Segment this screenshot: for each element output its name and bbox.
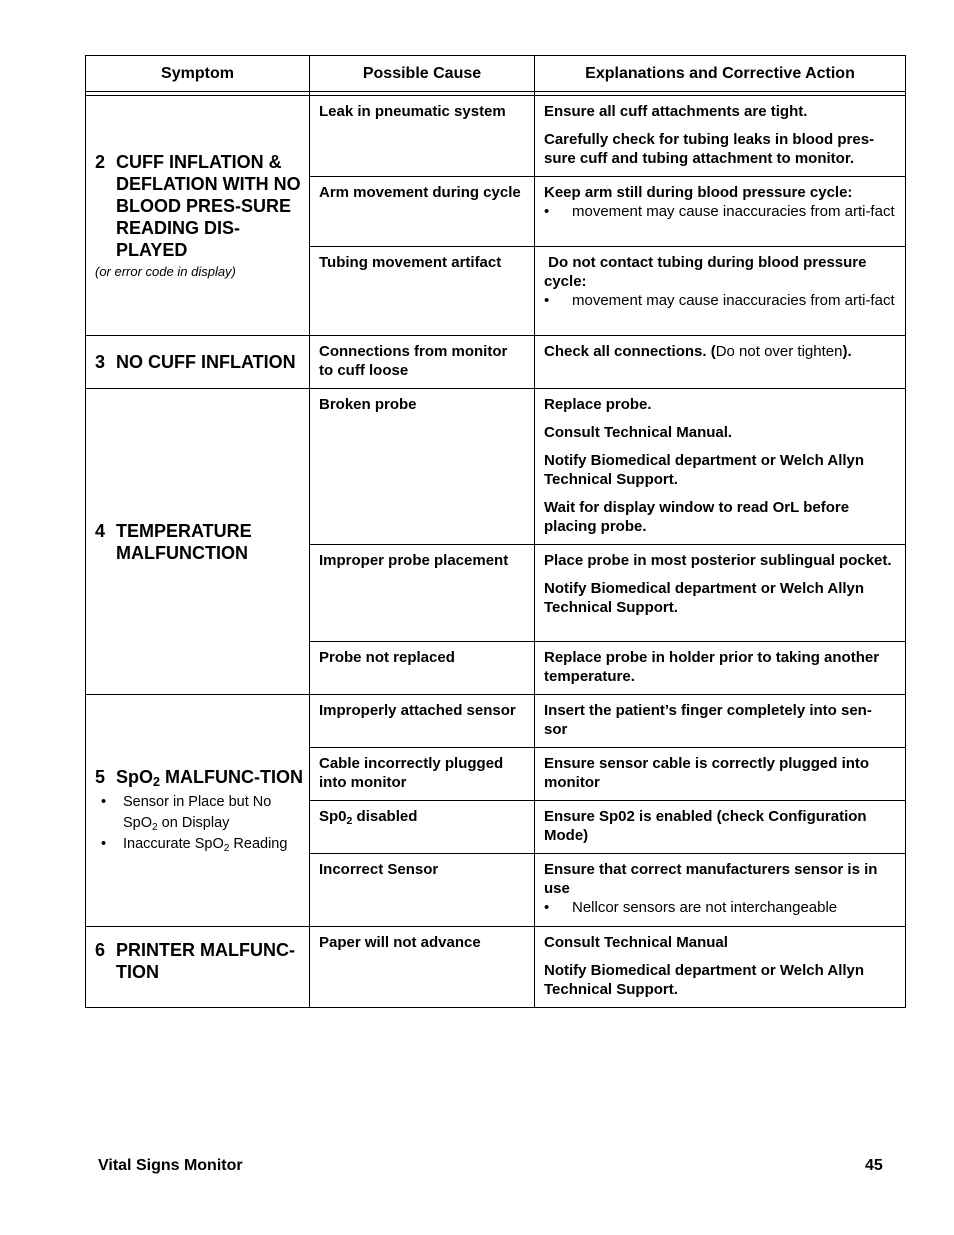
bullet-text: movement may cause inaccuracies from arti-fact bbox=[572, 203, 895, 220]
action-text: Notify Biomedical department or Welch Allyn Technical Support. bbox=[544, 452, 865, 488]
table-row bbox=[86, 695, 906, 748]
cause-cell: Arm movement during cycle bbox=[310, 177, 535, 247]
action-text: Replace probe. bbox=[544, 396, 652, 413]
cause-cell: Improper probe placement bbox=[310, 545, 535, 642]
symptom-cell bbox=[86, 389, 310, 695]
action-text: Notify Biomedical department or Welch Allyn Technical Support. bbox=[544, 962, 865, 998]
cause-cell: $Sp0_2$ disabled bbox=[310, 801, 535, 854]
action-text: Do not contact tubing during blood pressure cycle: bbox=[544, 254, 871, 290]
table-row bbox=[86, 389, 906, 545]
troubleshooting-table bbox=[85, 55, 906, 1008]
symptom-title: NO CUFF INFLATION bbox=[116, 352, 296, 372]
bullet-text: movement may cause inaccuracies from arti-fact bbox=[572, 292, 895, 309]
action-cell bbox=[535, 177, 906, 247]
action-text: Insert the patient’s finger completely into sen-sor bbox=[544, 702, 872, 738]
table-row bbox=[86, 336, 906, 389]
footer-title: Vital Signs Monitor bbox=[98, 1157, 243, 1174]
action-text: Replace probe in holder prior to taking another temperature. bbox=[544, 649, 880, 685]
action-cell bbox=[535, 247, 906, 336]
action-bullet bbox=[544, 202, 895, 222]
table-header-row bbox=[86, 56, 906, 92]
symptom-title: SpO$_2$ MALFUNC-TION bbox=[116, 767, 304, 789]
symptom-cell bbox=[86, 695, 310, 927]
action-text: ). bbox=[842, 343, 852, 360]
action-text: Check all connections. ( bbox=[544, 343, 716, 360]
action-text: Carefully check for tubing leaks in blood pres-sure cuff and tubing attachment to monitor. bbox=[544, 131, 875, 167]
page-number: 45 bbox=[865, 1157, 883, 1174]
table-row bbox=[86, 927, 906, 1008]
cause-cell: Incorrect Sensor bbox=[310, 854, 535, 927]
bullet-text: Nellcor sensors are not interchangeable bbox=[572, 899, 838, 916]
cause-cell: Cable incorrectly plugged into monitor bbox=[310, 748, 535, 801]
action-text: Ensure all cuff attachments are tight. bbox=[544, 103, 808, 120]
symptom-title: PRINTER MALFUNC-TION bbox=[116, 940, 295, 982]
cause-cell: Connections from monitor to cuff loose bbox=[310, 336, 535, 389]
symptom-cell bbox=[86, 336, 310, 389]
cause-cell: Probe not replaced bbox=[310, 642, 535, 695]
action-text: Notify Biomedical department or Welch Allyn Technical Support. bbox=[544, 580, 865, 616]
action-cell bbox=[535, 801, 906, 854]
action-cell bbox=[535, 695, 906, 748]
table-row bbox=[86, 96, 906, 177]
action-cell bbox=[535, 96, 906, 177]
action-text: Wait for display window to read OrL before placing probe. bbox=[544, 499, 850, 535]
header-corrective-action: Explanations and Corrective Action bbox=[535, 56, 906, 92]
symptom-number: 6 bbox=[95, 940, 106, 960]
action-text: Keep arm still during blood pressure cycle: bbox=[544, 184, 853, 201]
action-cell bbox=[535, 854, 906, 927]
bullet-glyph: • bbox=[544, 292, 550, 309]
action-cell bbox=[535, 545, 906, 642]
action-cell bbox=[535, 927, 906, 1008]
header-symptom: Symptom bbox=[86, 56, 310, 92]
cause-cell: Improperly attached sensor bbox=[310, 695, 535, 748]
cause-cell: Broken probe bbox=[310, 389, 535, 545]
symptom-title: TEMPERATURE MALFUNCTION bbox=[116, 520, 252, 563]
symptom-cell bbox=[86, 927, 310, 1008]
symptom-bullet bbox=[101, 792, 303, 834]
action-bullet bbox=[544, 898, 895, 918]
action-cell bbox=[535, 336, 906, 389]
action-text: Consult Technical Manual bbox=[544, 934, 728, 951]
bullet-text: Inaccurate SpO$_2$ Reading bbox=[123, 836, 288, 854]
action-text: Place probe in most posterior sublingual pocket. bbox=[544, 552, 892, 569]
action-bullet bbox=[544, 291, 895, 311]
bullet-glyph: • bbox=[101, 836, 107, 852]
action-text: Ensure that correct manufacturers sensor is in use bbox=[544, 861, 878, 897]
symptom-number: 4 bbox=[95, 520, 106, 541]
symptom-number: 3 bbox=[95, 352, 106, 372]
cause-cell: Paper will not advance bbox=[310, 927, 535, 1008]
symptom-bullets bbox=[101, 792, 303, 855]
action-text: Consult Technical Manual. bbox=[544, 424, 733, 441]
action-text: Ensure Sp02 is enabled (check Configuration Mode) bbox=[544, 808, 867, 844]
action-cell bbox=[535, 642, 906, 695]
symptom-number: 2 bbox=[95, 151, 106, 172]
action-text-light: Do not over tighten bbox=[715, 343, 843, 360]
bullet-glyph: • bbox=[544, 203, 550, 220]
cause-cell: Tubing movement artifact bbox=[310, 247, 535, 336]
action-text: Ensure sensor cable is correctly plugged into monitor bbox=[544, 755, 870, 791]
symptom-bullet bbox=[101, 834, 303, 855]
symptom-number: 5 bbox=[95, 767, 106, 787]
bullet-glyph: • bbox=[544, 899, 550, 916]
bullet-glyph: • bbox=[101, 794, 107, 810]
action-cell bbox=[535, 389, 906, 545]
action-cell bbox=[535, 748, 906, 801]
cause-cell: Leak in pneumatic system bbox=[310, 96, 535, 177]
symptom-note: (or error code in display) bbox=[95, 263, 236, 279]
header-possible-cause: Possible Cause bbox=[310, 56, 535, 92]
bullet-text: Sensor in Place but No SpO$_2$ on Display bbox=[123, 794, 272, 833]
symptom-cell bbox=[86, 96, 310, 336]
symptom-title: CUFF INFLATION & DEFLATION WITH NO BLOOD PRES-SURE READING DIS-PLAYED bbox=[116, 151, 301, 260]
